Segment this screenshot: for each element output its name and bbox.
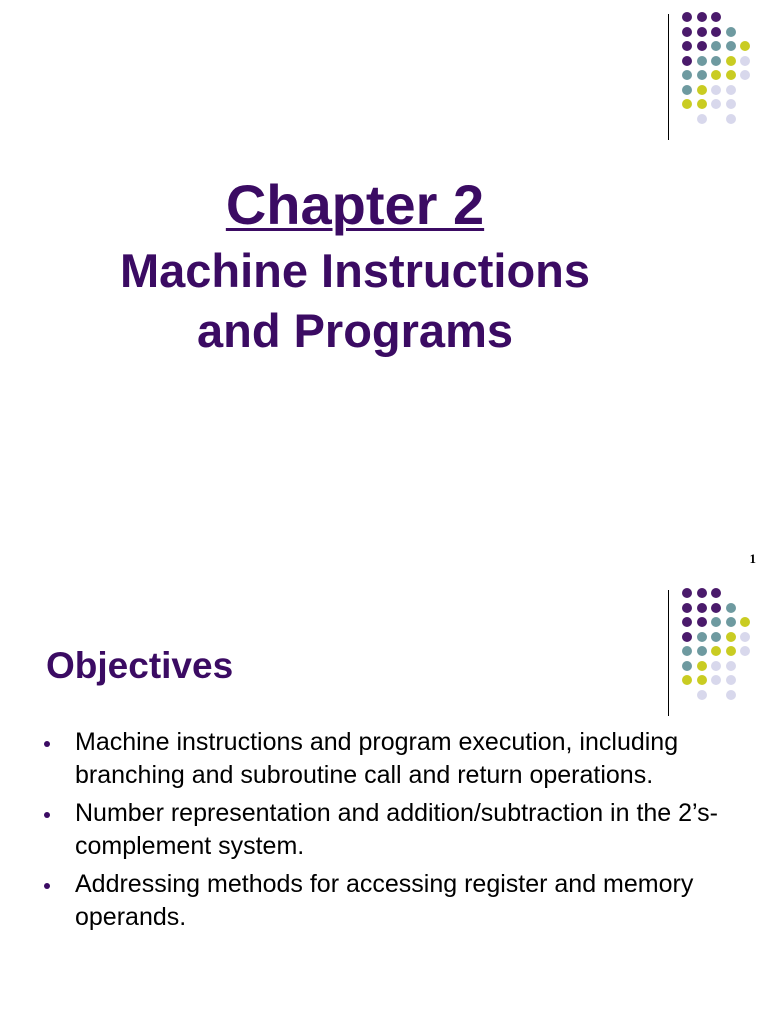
decorative-dot [711,632,721,642]
decorative-dot [682,632,692,642]
bullet-icon [44,741,50,747]
decorative-dot [711,603,721,613]
decorative-dot [726,632,736,642]
decorative-dot [711,41,721,51]
page-number: 1 [749,551,756,566]
decorative-dot [726,56,736,66]
decorative-dot [682,70,692,80]
decorative-dot [726,675,736,685]
decorative-dot [711,99,721,109]
decorative-dot [682,588,692,598]
decorative-dot [740,56,750,66]
decorative-dot [682,12,692,22]
bullet-icon [44,812,50,818]
decorative-dot [697,690,707,700]
decorative-dot [697,114,707,124]
decorative-dot [697,603,707,613]
decorative-dot [682,617,692,627]
decorative-dot [711,70,721,80]
decorative-dot [711,646,721,656]
decorative-dot [682,661,692,671]
decorative-dot [697,661,707,671]
decorative-dot [726,661,736,671]
objective-text: Number representation and addition/subtraction in the 2’s-complement system. [75,799,718,860]
decorative-dot [740,617,750,627]
decorative-dot [726,85,736,95]
decorative-dot [697,617,707,627]
objective-text: Addressing methods for accessing register and memory operands. [75,870,694,931]
decorative-dot [726,603,736,613]
objective-item [44,726,724,791]
objectives-list [44,726,724,939]
decorative-dot [711,588,721,598]
decorative-dot [697,675,707,685]
subtitle-line-2: and Programs [196,304,514,357]
decorative-dot [726,646,736,656]
decorative-dot [697,588,707,598]
decorative-dot [697,632,707,642]
decorative-dot [682,603,692,613]
decorative-dot [697,70,707,80]
objectives-heading: Objectives [46,645,234,686]
decorative-dot [697,27,707,37]
decorative-dot [740,70,750,80]
decorative-dot [726,690,736,700]
objective-item [44,868,724,933]
chapter-subtitle [0,241,710,361]
objective-text: Machine instructions and program execution, including branching and subroutine call and return operations. [75,728,679,789]
decorative-dot [682,56,692,66]
decorative-dot [726,99,736,109]
objectives-slide [0,576,768,1024]
decorative-dot [682,27,692,37]
decorative-dot [726,617,736,627]
decorative-dot [682,85,692,95]
decorative-dot [682,675,692,685]
decorative-dot [697,41,707,51]
decorative-dot [697,56,707,66]
decorative-dot [711,661,721,671]
objective-item [44,797,724,862]
decorative-divider-line [668,590,669,716]
decorative-dot [682,41,692,51]
decorative-dot [697,99,707,109]
decorative-dot [726,70,736,80]
decorative-dot [682,99,692,109]
chapter-title: Chapter 2 [225,173,485,236]
decorative-dot [740,646,750,656]
decorative-dot [711,56,721,66]
decorative-divider-line [668,14,669,140]
decorative-dot [697,12,707,22]
decorative-dot [711,85,721,95]
bullet-icon [44,883,50,889]
decorative-dot [726,41,736,51]
subtitle-line-1: Machine Instructions [119,244,591,297]
decorative-dot [697,646,707,656]
decorative-dot [682,646,692,656]
decorative-dot [697,85,707,95]
decorative-dot [726,114,736,124]
decorative-dot [711,617,721,627]
decorative-dot [740,41,750,51]
decorative-dot [711,675,721,685]
decorative-dot [740,632,750,642]
decorative-dot [711,27,721,37]
decorative-dot [726,27,736,37]
decorative-dot [711,12,721,22]
